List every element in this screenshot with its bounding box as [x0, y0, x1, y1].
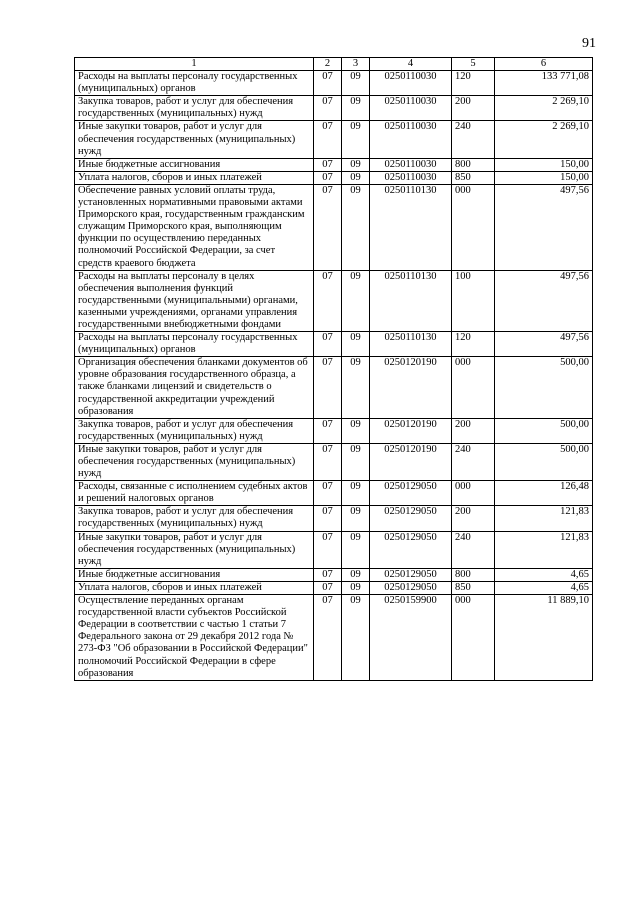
- amount-cell: 150,00: [495, 158, 593, 171]
- target-article-cell: 0250110130: [370, 270, 452, 331]
- target-article-cell: 0250110030: [370, 96, 452, 121]
- section-code-cell: 07: [314, 531, 342, 568]
- subsection-code-cell: 09: [342, 71, 370, 96]
- section-code-cell: 07: [314, 506, 342, 531]
- subsection-code-cell: 09: [342, 357, 370, 418]
- amount-cell: 500,00: [495, 357, 593, 418]
- expense-type-cell: 240: [452, 121, 495, 158]
- row-name-cell: Закупка товаров, работ и услуг для обеспечения государственных (муниципальных) нужд: [75, 418, 314, 443]
- expense-type-cell: 120: [452, 71, 495, 96]
- amount-cell: 500,00: [495, 418, 593, 443]
- expense-type-cell: 240: [452, 443, 495, 480]
- subsection-code-cell: 09: [342, 158, 370, 171]
- target-article-cell: 0250110030: [370, 71, 452, 96]
- table-row: [75, 96, 593, 121]
- target-article-cell: 0250110130: [370, 184, 452, 270]
- subsection-code-cell: 09: [342, 418, 370, 443]
- expense-type-cell: 200: [452, 96, 495, 121]
- section-code-cell: 07: [314, 581, 342, 594]
- amount-cell: 2 269,10: [495, 121, 593, 158]
- row-name-cell: Закупка товаров, работ и услуг для обеспечения государственных (муниципальных) нужд: [75, 506, 314, 531]
- subsection-code-cell: 09: [342, 568, 370, 581]
- amount-cell: 4,65: [495, 568, 593, 581]
- table-row: [75, 443, 593, 480]
- table-row: [75, 481, 593, 506]
- expense-type-cell: 000: [452, 595, 495, 681]
- expense-type-cell: 850: [452, 581, 495, 594]
- column-header: 3: [342, 58, 370, 71]
- section-code-cell: 07: [314, 332, 342, 357]
- row-name-cell: Расходы на выплаты персоналу государственных (муниципальных) органов: [75, 332, 314, 357]
- table-row: [75, 332, 593, 357]
- target-article-cell: 0250120190: [370, 357, 452, 418]
- section-code-cell: 07: [314, 270, 342, 331]
- section-code-cell: 07: [314, 443, 342, 480]
- subsection-code-cell: 09: [342, 443, 370, 480]
- amount-cell: 500,00: [495, 443, 593, 480]
- target-article-cell: 0250159900: [370, 595, 452, 681]
- subsection-code-cell: 09: [342, 171, 370, 184]
- expense-type-cell: 200: [452, 418, 495, 443]
- target-article-cell: 0250120190: [370, 443, 452, 480]
- amount-cell: 497,56: [495, 184, 593, 270]
- subsection-code-cell: 09: [342, 96, 370, 121]
- target-article-cell: 0250110030: [370, 158, 452, 171]
- row-name-cell: Закупка товаров, работ и услуг для обеспечения государственных (муниципальных) нужд: [75, 96, 314, 121]
- row-name-cell: Организация обеспечения бланками документов об уровне образования государственного образца, а также бланками лицензий и свидетельств о государственной аккредитации учреждений образования: [75, 357, 314, 418]
- column-header: 6: [495, 58, 593, 71]
- target-article-cell: 0250110130: [370, 332, 452, 357]
- row-name-cell: Иные бюджетные ассигнования: [75, 568, 314, 581]
- subsection-code-cell: 09: [342, 121, 370, 158]
- expense-type-cell: 200: [452, 506, 495, 531]
- subsection-code-cell: 09: [342, 581, 370, 594]
- table-row: [75, 357, 593, 418]
- section-code-cell: 07: [314, 595, 342, 681]
- amount-cell: 4,65: [495, 581, 593, 594]
- amount-cell: 121,83: [495, 531, 593, 568]
- target-article-cell: 0250129050: [370, 481, 452, 506]
- table-row: [75, 121, 593, 158]
- amount-cell: 126,48: [495, 481, 593, 506]
- amount-cell: 150,00: [495, 171, 593, 184]
- subsection-code-cell: 09: [342, 481, 370, 506]
- target-article-cell: 0250129050: [370, 531, 452, 568]
- subsection-code-cell: 09: [342, 332, 370, 357]
- row-name-cell: Иные закупки товаров, работ и услуг для обеспечения государственных (муниципальных) нужд: [75, 121, 314, 158]
- table-row: [75, 158, 593, 171]
- table-row: [75, 171, 593, 184]
- amount-cell: 121,83: [495, 506, 593, 531]
- expense-type-cell: 800: [452, 568, 495, 581]
- row-name-cell: Расходы, связанные с исполнением судебных актов и решений налоговых органов: [75, 481, 314, 506]
- target-article-cell: 0250120190: [370, 418, 452, 443]
- expense-type-cell: 120: [452, 332, 495, 357]
- row-name-cell: Уплата налогов, сборов и иных платежей: [75, 581, 314, 594]
- subsection-code-cell: 09: [342, 531, 370, 568]
- amount-cell: 133 771,08: [495, 71, 593, 96]
- amount-cell: 2 269,10: [495, 96, 593, 121]
- column-header: 2: [314, 58, 342, 71]
- row-name-cell: Иные бюджетные ассигнования: [75, 158, 314, 171]
- target-article-cell: 0250129050: [370, 506, 452, 531]
- row-name-cell: Иные закупки товаров, работ и услуг для обеспечения государственных (муниципальных) нужд: [75, 531, 314, 568]
- budget-table: [74, 57, 593, 681]
- row-name-cell: Осуществление переданных органам государственной власти субъектов Российской Федерации в соответствии с частью 1 статьи 7 Федерального закона от 29 декабря 2012 года № 273-ФЗ "Об образовании в Российской Федерации" полномочий Российской Федерации в сфере образования: [75, 595, 314, 681]
- expense-type-cell: 100: [452, 270, 495, 331]
- amount-cell: 497,56: [495, 270, 593, 331]
- column-header: 5: [452, 58, 495, 71]
- row-name-cell: Расходы на выплаты персоналу государственных (муниципальных) органов: [75, 71, 314, 96]
- target-article-cell: 0250129050: [370, 581, 452, 594]
- section-code-cell: 07: [314, 121, 342, 158]
- table-row: [75, 581, 593, 594]
- table-row: [75, 531, 593, 568]
- amount-cell: 11 889,10: [495, 595, 593, 681]
- expense-type-cell: 000: [452, 357, 495, 418]
- expense-type-cell: 000: [452, 184, 495, 270]
- column-number-row: [75, 58, 593, 71]
- page-number: 91: [582, 36, 596, 51]
- target-article-cell: 0250129050: [370, 568, 452, 581]
- row-name-cell: Расходы на выплаты персоналу в целях обеспечения выполнения функций государственными (муниципальными) органами, казенными учреждениями, органами управления государственными внебюджетными фондами: [75, 270, 314, 331]
- budget-table-body: [75, 58, 593, 681]
- target-article-cell: 0250110030: [370, 121, 452, 158]
- row-name-cell: Обеспечение равных условий оплаты труда, установленных нормативными правовыми актами Приморского края, государственным гражданским служащим Приморского края, выполняющим функции по осуществлению переданных полномочий Российской Федерации, за счет средств краевого бюджета: [75, 184, 314, 270]
- section-code-cell: 07: [314, 171, 342, 184]
- amount-cell: 497,56: [495, 332, 593, 357]
- section-code-cell: 07: [314, 357, 342, 418]
- subsection-code-cell: 09: [342, 270, 370, 331]
- table-row: [75, 506, 593, 531]
- expense-type-cell: 850: [452, 171, 495, 184]
- subsection-code-cell: 09: [342, 506, 370, 531]
- section-code-cell: 07: [314, 418, 342, 443]
- row-name-cell: Иные закупки товаров, работ и услуг для обеспечения государственных (муниципальных) нужд: [75, 443, 314, 480]
- section-code-cell: 07: [314, 158, 342, 171]
- expense-type-cell: 800: [452, 158, 495, 171]
- column-header: 1: [75, 58, 314, 71]
- table-row: [75, 71, 593, 96]
- table-row: [75, 418, 593, 443]
- table-row: [75, 595, 593, 681]
- section-code-cell: 07: [314, 71, 342, 96]
- table-row: [75, 568, 593, 581]
- subsection-code-cell: 09: [342, 595, 370, 681]
- subsection-code-cell: 09: [342, 184, 370, 270]
- expense-type-cell: 000: [452, 481, 495, 506]
- row-name-cell: Уплата налогов, сборов и иных платежей: [75, 171, 314, 184]
- target-article-cell: 0250110030: [370, 171, 452, 184]
- section-code-cell: 07: [314, 568, 342, 581]
- section-code-cell: 07: [314, 481, 342, 506]
- section-code-cell: 07: [314, 96, 342, 121]
- table-row: [75, 270, 593, 331]
- column-header: 4: [370, 58, 452, 71]
- expense-type-cell: 240: [452, 531, 495, 568]
- table-row: [75, 184, 593, 270]
- section-code-cell: 07: [314, 184, 342, 270]
